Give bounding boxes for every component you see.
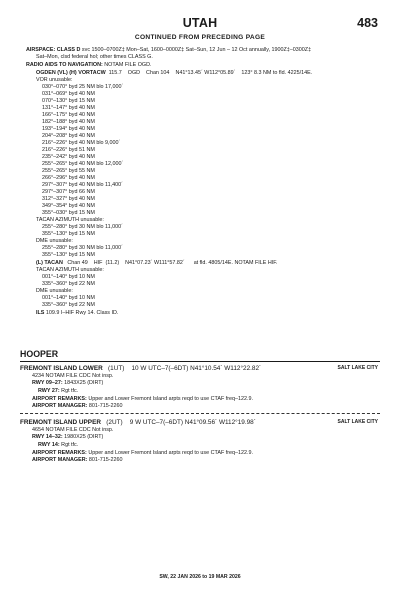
airport-manager-label: AIRPORT MANAGER:	[32, 403, 88, 409]
airport-separator	[20, 413, 380, 414]
vor-restriction: 312°–327° byd 40 NM	[42, 196, 95, 202]
airport-remarks-text: Upper and Lower Fremont Island arpts reqd to use CTAF freq–122.9.	[88, 450, 254, 456]
airport-chart: SALT LAKE CITY	[337, 365, 378, 371]
airport-manager-text: 801-715-2260	[88, 403, 123, 409]
runway-line	[32, 434, 103, 440]
airport-chart: SALT LAKE CITY	[337, 419, 378, 425]
airport-remarks-label: AIRPORT REMARKS:	[32, 450, 87, 456]
vor-restriction: 193°–194° byd 40 NM	[42, 126, 95, 132]
vor-restriction: 031°–069° byd 40 NM	[42, 91, 95, 97]
dme-unusable-label: DME unusable:	[36, 238, 73, 244]
airport-remarks-line	[32, 450, 253, 456]
runway-label: RWY 09–27:	[32, 380, 63, 386]
section-rule	[20, 361, 380, 362]
vor-restriction: 182°–188° byd 40 NM	[42, 119, 95, 125]
airport-name: FREMONT ISLAND LOWER	[20, 365, 103, 372]
airport-remarks-label: AIRPORT REMARKS:	[32, 396, 87, 402]
vor-restriction: 355°–030° byd 15 NM	[42, 210, 95, 216]
ils-text: 109.9 I–HIF Rwy 14. Class ID.	[45, 310, 119, 316]
tacan2-ident: HIF	[93, 260, 103, 266]
vor-restriction: 166°–175° byd 40 NM	[42, 112, 95, 118]
vor-restriction: 216°–226° byd 51 NM	[42, 147, 95, 153]
tacan2-line	[36, 260, 277, 266]
tacan-restriction: 255°–280° byd 30 NM blo 11,000´	[42, 224, 123, 230]
runway-label: RWY 14–32:	[32, 434, 63, 440]
vortac-bearing: 123° 8.3 NM to fld. 4225/14E.	[241, 70, 313, 76]
tacan2-dme-label: DME unusable:	[36, 288, 73, 294]
tacan2-coords: N41°07.23´ W111°57.82´	[125, 260, 185, 266]
state-title: UTAH	[182, 16, 218, 30]
airspace-line-1	[26, 47, 311, 53]
vortac-coords: N41°13.45´ W112°05.89´	[175, 70, 236, 76]
vortac-label: OGDEN (VL) (H) VORTACW	[36, 70, 106, 76]
vor-restriction: 349°–354° byd 40 NM	[42, 203, 95, 209]
vor-restriction: 204°–208° byd 40 NM	[42, 133, 95, 139]
tacan2-az-label: TACAN AZIMUTH unusable:	[36, 267, 104, 273]
runway-end-text: Rgt tfc.	[61, 442, 79, 448]
page-number: 483	[357, 16, 378, 30]
vor-restriction: 030°–070° byd 25 NM blo 17,000´	[42, 84, 124, 90]
airspace-text-1: svc 1500–0700Z‡ Mon–Sat, 1600–0000Z‡ Sat–Sun, 12 Jun – 12 Oct annually, 1900Z‡–0300Z‡	[81, 47, 312, 53]
radio-aids-line	[26, 62, 152, 68]
vor-restriction: 235°–242° byd 40 NM	[42, 154, 95, 160]
airport-title-line	[20, 419, 256, 426]
tacan2-dme-restriction: 335°–360° byd 22 NM	[42, 302, 95, 308]
airport-info: 10 W UTC–7(–6DT) N41°10.54´ W112°22.82´	[131, 365, 262, 372]
vortac-ident: OGD	[127, 70, 141, 76]
runway-end-line	[38, 388, 78, 394]
tacan2-chan: Chan 49	[67, 260, 88, 266]
vor-restriction: 266°–296° byd 40 NM	[42, 175, 95, 181]
continued-heading: CONTINUED FROM PRECEDING PAGE	[134, 34, 266, 41]
ils-label: ILS	[36, 310, 45, 316]
vortac-chan: Chan 104	[146, 70, 170, 76]
airport-name: FREMONT ISLAND UPPER	[20, 419, 101, 426]
airport-manager-label: AIRPORT MANAGER:	[32, 457, 88, 463]
dme-restriction: 355°–130° byd 15 NM	[42, 252, 95, 258]
tacan2-dme-restriction: 001°–140° byd 10 NM	[42, 295, 95, 301]
tacan2-az-restriction: 001°–140° byd 10 NM	[42, 274, 95, 280]
airport-id: (2UT)	[106, 419, 123, 426]
dme-restriction: 255°–280° byd 30 NM blo 11,000´	[42, 245, 123, 251]
vor-restriction: 255°–265° byd 40 NM blo 12,000´	[42, 161, 124, 167]
tacan2-tail: at fld. 4805/14E. NOTAM FILE HIF.	[193, 260, 278, 266]
airport-info: 9 W UTC–7(–6DT) N41°09.56´ W112°19.98´	[129, 419, 256, 426]
vor-restriction: 216°–226° byd 40 NM blo 9,000´	[42, 140, 121, 146]
airport-id: (1UT)	[108, 365, 125, 372]
tacan-restriction: 355°–130° byd 15 NM	[42, 231, 95, 237]
airport-elev-line: 4654 NOTAM FILE CDC Not insp.	[32, 427, 114, 433]
ils-line	[36, 310, 118, 316]
airport-manager-line	[32, 403, 122, 409]
vor-restriction: 070°–130° byd 15 NM	[42, 98, 95, 104]
runway-end-line	[38, 442, 78, 448]
vor-restriction: 131°–147° byd 40 NM	[42, 105, 95, 111]
runway-text: 1843X25 (DIRT)	[64, 380, 104, 386]
radio-aids-text: NOTAM FILE OGD.	[104, 62, 152, 68]
tacan2-az-restriction: 335°–360° byd 22 NM	[42, 281, 95, 287]
runway-line	[32, 380, 103, 386]
footer-effective-dates: SW, 22 JAN 2026 to 19 MAR 2026	[159, 574, 241, 580]
tacan2-id2: (11.2)	[105, 260, 120, 266]
airport-manager-text: 801-715-2260	[88, 457, 123, 463]
airport-elev-line: 4234 NOTAM FILE CDC Not insp.	[32, 373, 114, 379]
airport-remarks-text: Upper and Lower Fremont Island arpts reqd to use CTAF freq–122.9.	[88, 396, 254, 402]
vor-restriction: 297°–307° byd 40 NM blo 11,400´	[42, 182, 123, 188]
tacan-unusable-label: TACAN AZIMUTH unusable:	[36, 217, 104, 223]
vortac-line	[36, 70, 312, 76]
airport-remarks-line	[32, 396, 253, 402]
runway-text: 1980X25 (DIRT)	[64, 434, 104, 440]
runway-end-label: RWY 27:	[38, 388, 60, 394]
vortac-freq: 115.7	[108, 70, 122, 76]
section-heading: HOOPER	[20, 349, 59, 359]
tacan2-label: (L) TACAN	[36, 260, 63, 266]
airspace-line-2: Sat–Mon, clsd federal hol; other times CLASS G.	[36, 54, 153, 60]
airport-title-line	[20, 365, 261, 372]
vor-restriction: 255°–265° byd 55 NM	[42, 168, 95, 174]
radio-aids-label: RADIO AIDS TO NAVIGATION:	[26, 62, 103, 68]
airspace-label: AIRSPACE: CLASS D	[26, 47, 81, 53]
vor-restriction: 297°–307° byd 66 NM	[42, 189, 95, 195]
vor-unusable-label: VOR unusable:	[36, 77, 73, 83]
runway-end-label: RWY 14:	[38, 442, 60, 448]
airport-manager-line	[32, 457, 122, 463]
runway-end-text: Rgt tfc.	[61, 388, 79, 394]
